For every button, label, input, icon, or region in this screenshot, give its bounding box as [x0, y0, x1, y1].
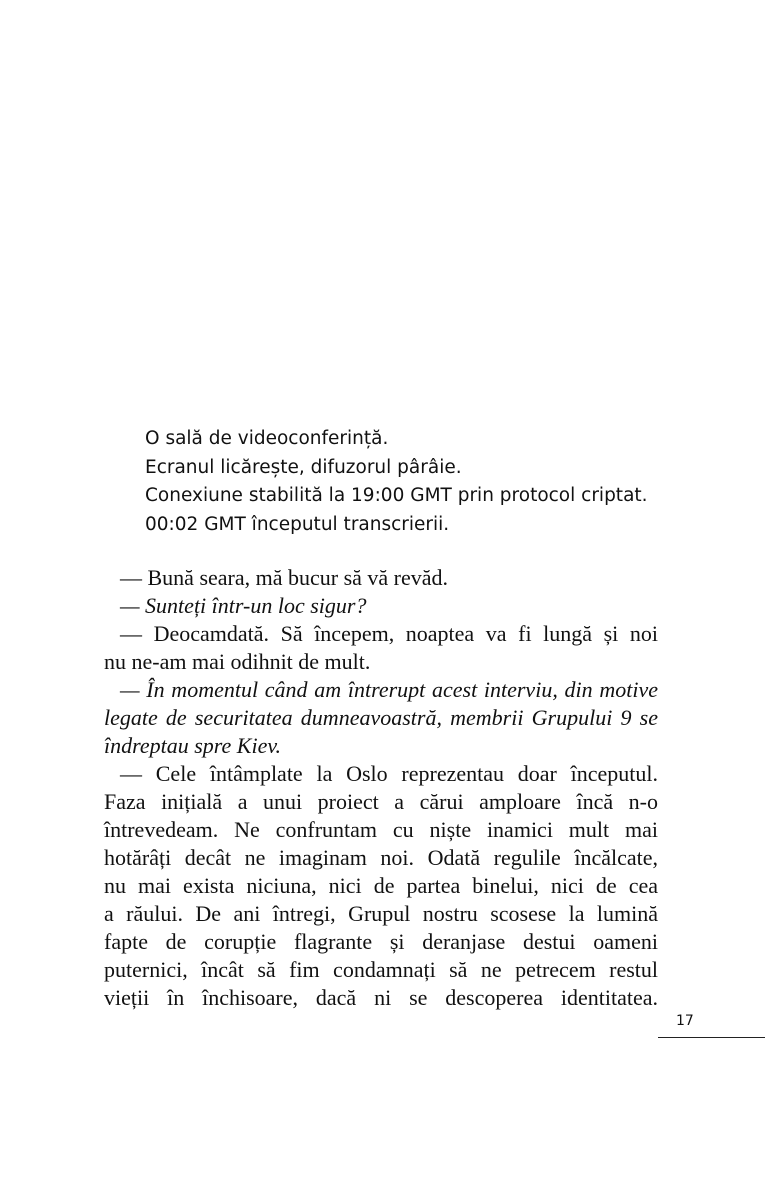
header-line-1: O sală de videoconferință. [145, 428, 389, 449]
dialogue-line-11: hotărâți decât ne imaginam noi. Odată regulile încălcate, [104, 845, 658, 870]
page-number: 17 [676, 1013, 694, 1029]
dialogue-line-13: a răului. De ani întregi, Grupul nostru scosese la lumină [104, 901, 658, 926]
dialogue-line-1: — Bună seara, mă bucur să vă revăd. [120, 565, 449, 590]
dialogue-line-14: fapte de corupție flagrante și deranjase destui oameni [104, 929, 658, 954]
header-line-3: Conexiune stabilită la 19:00 GMT prin protocol criptat. [145, 485, 648, 506]
dialogue-text [104, 564, 658, 1012]
scene-description [145, 425, 745, 539]
header-line-4: 00:02 GMT începutul transcrierii. [145, 513, 450, 535]
dialogue-line-8: — Cele întâmplate la Oslo reprezentau doar începutul. [120, 761, 658, 786]
dialogue-line-5: — În momentul când am întrerupt acest interviu, din motive [120, 677, 658, 702]
dialogue-line-2: — Sunteți într-un loc sigur? [120, 593, 367, 618]
dialogue-line-15: puternici, încât să fim condamnați să ne petrecem restul [104, 957, 658, 982]
dialogue-line-16: vieții în închisoare, dacă ni se descoperea identitatea. [104, 985, 658, 1010]
page-number-rule [658, 1037, 765, 1038]
dialogue-line-10: întrevedeam. Ne confruntam cu niște inamici mult mai [104, 817, 658, 842]
dialogue-line-12: nu mai exista niciuna, nici de partea binelui, nici de cea [104, 873, 658, 898]
dialogue-line-7: îndreptau spre Kiev. [104, 733, 281, 758]
dialogue-line-9: Faza inițială a unui proiect a cărui amploare încă n-o [104, 789, 658, 814]
dialogue-line-4: nu ne-am mai odihnit de mult. [104, 649, 371, 674]
header-line-2: Ecranul licărește, difuzorul pârâie. [145, 456, 462, 478]
dialogue-line-3: — Deocamdată. Să începem, noaptea va fi lungă și noi [120, 621, 658, 646]
dialogue-line-6: legate de securitatea dumneavoastră, membrii Grupului 9 se [104, 705, 658, 730]
